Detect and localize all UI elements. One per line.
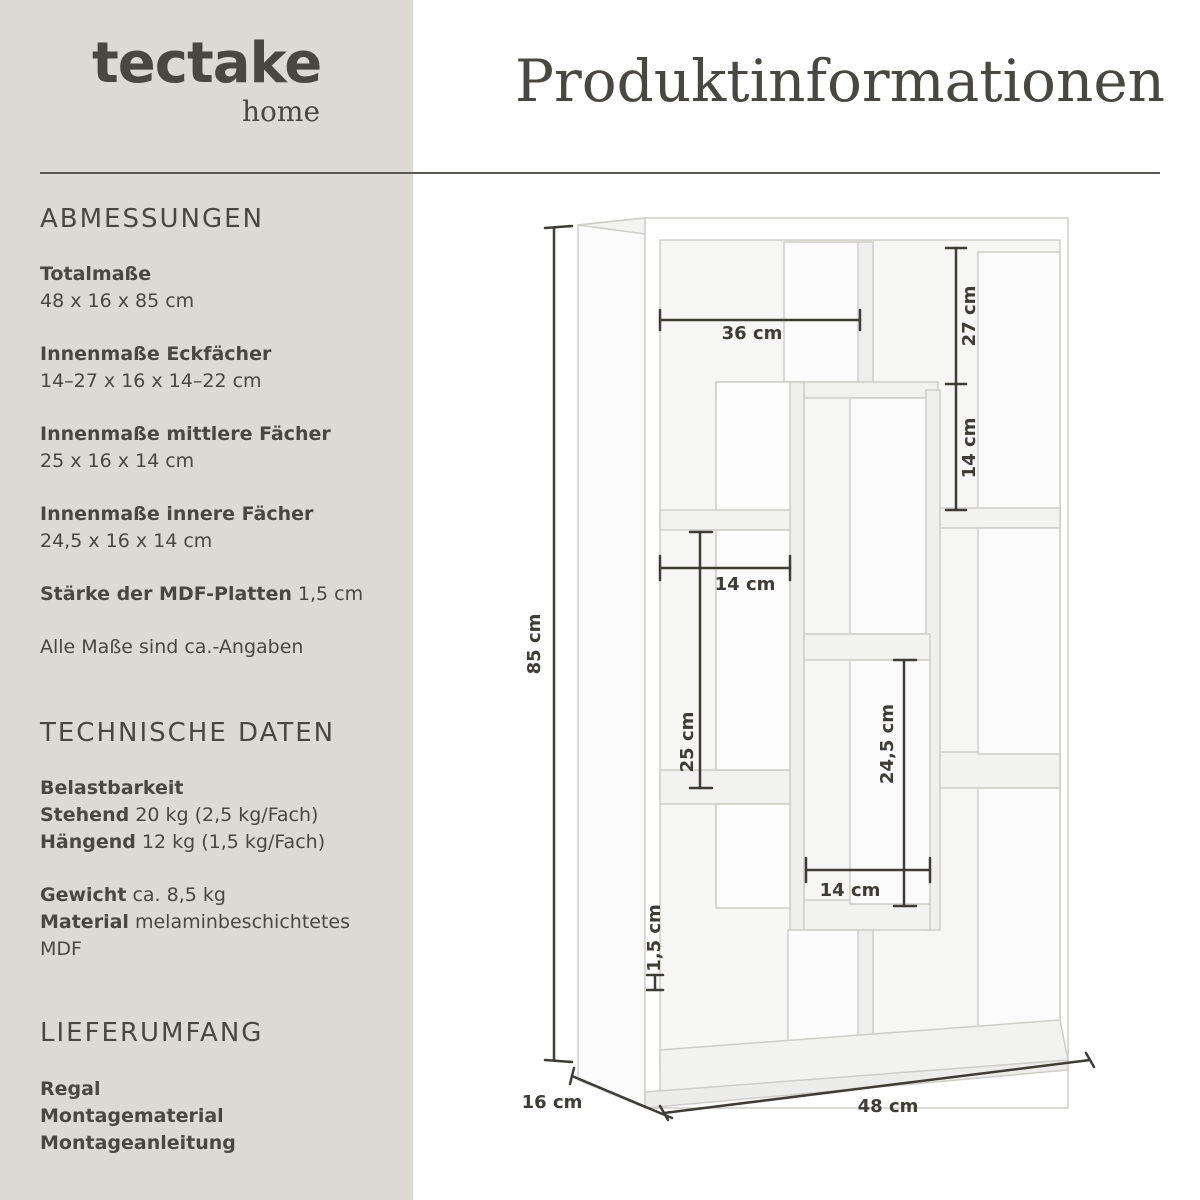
- gewicht-label: Gewicht: [40, 884, 127, 906]
- section-title-lieferumfang: LIEFERUMFANG: [40, 1018, 264, 1048]
- dim-left-inner-width-label: 14 cm: [714, 574, 776, 595]
- staerke-value: 1,5 cm: [297, 583, 364, 605]
- shelf-dimension-drawing: [413, 180, 1200, 1140]
- innere-label: Innenmaße innere Fächer: [40, 503, 314, 525]
- eckfaecher-label: Innenmaße Eckfächer: [40, 343, 272, 365]
- dim-left-mid-height-label: 25 cm: [677, 711, 698, 773]
- brand-logo: tectake: [92, 31, 322, 96]
- dim-width-label: 48 cm: [857, 1096, 919, 1117]
- lieferumfang-item: Regal: [40, 1078, 101, 1100]
- dim-center-height-label: 24,5 cm: [877, 703, 898, 785]
- totalmasse-label: Totalmaße: [40, 263, 152, 285]
- material-value-cont: MDF: [40, 938, 82, 960]
- lieferumfang-item: Montagematerial: [40, 1105, 224, 1127]
- haengend-label: Hängend: [40, 831, 136, 853]
- dim-right-mid-height-label: 14 cm: [959, 417, 980, 479]
- belastbarkeit-label: Belastbarkeit: [40, 777, 184, 799]
- innere-value: 24,5 x 16 x 14 cm: [40, 530, 213, 552]
- eckfaecher-value: 14–27 x 16 x 14–22 cm: [40, 370, 262, 392]
- gewicht-value: ca. 8,5 kg: [132, 884, 226, 906]
- dim-thickness-label: 1,5 cm: [644, 904, 665, 972]
- measurement-note: Alle Maße sind ca.-Angaben: [40, 636, 304, 658]
- haengend-row: [40, 833, 325, 852]
- stehend-row: [40, 806, 318, 825]
- dim-top-right-height-label: 27 cm: [959, 285, 980, 347]
- totalmasse-value: 48 x 16 x 85 cm: [40, 290, 195, 312]
- stehend-value: 20 kg (2,5 kg/Fach): [135, 804, 319, 826]
- gewicht-row: [40, 886, 226, 905]
- mittlere-label: Innenmaße mittlere Fächer: [40, 423, 331, 445]
- section-title-technische-daten: TECHNISCHE DATEN: [40, 718, 336, 748]
- header-divider: [40, 172, 1160, 174]
- brand-logo-sub: home: [242, 95, 321, 128]
- material-label: Material: [40, 911, 129, 933]
- page-title: Produktinformationen: [515, 47, 1166, 115]
- mittlere-value: 25 x 16 x 14 cm: [40, 450, 195, 472]
- dim-top-inner-width-label: 36 cm: [721, 323, 783, 344]
- section-title-abmessungen: ABMESSUNGEN: [40, 204, 264, 234]
- dim-center-width-label: 14 cm: [819, 880, 881, 901]
- dim-depth-label: 16 cm: [521, 1092, 583, 1113]
- haengend-value: 12 kg (1,5 kg/Fach): [141, 831, 326, 853]
- material-row: [40, 913, 350, 932]
- dim-height-label: 85 cm: [524, 613, 545, 675]
- stehend-label: Stehend: [40, 804, 130, 826]
- staerke-row: [40, 585, 363, 604]
- lieferumfang-item: Montageanleitung: [40, 1132, 236, 1154]
- staerke-label: Stärke der MDF-Platten: [40, 583, 292, 605]
- material-value: melaminbeschichtetes: [134, 911, 350, 933]
